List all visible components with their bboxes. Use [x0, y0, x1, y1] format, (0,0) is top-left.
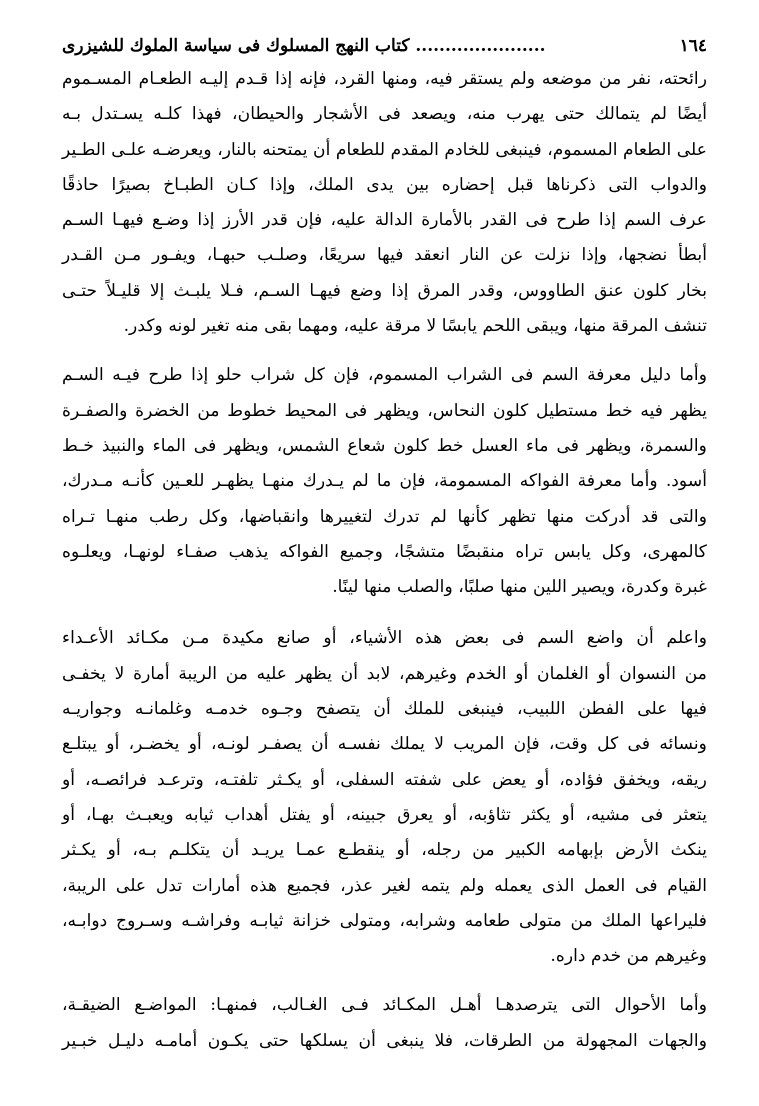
text-line: وأما الأحوال التى يترصدهـا أهـل المكـائد فـى الغـالب، فمنهـا: المواضـع الضيقـة،: [62, 995, 707, 1016]
text-line: تنشف المرقة منها، ويبقى اللحم يابسًا لا مرقة عليه، ومهما بقى منه تغير لونه وكدر.: [123, 316, 707, 337]
running-header: [62, 34, 707, 58]
text-line: يتعثر فى مشيه، أو يكثر تثاؤبه، أو يعرق جبينه، أو يفتل أهداب ثيابه ويعبـث بهـا، أو: [62, 804, 707, 825]
text-line: يظهر فيه خط مستطيل كلون النحاس، ويظهر فى المحيط خطوط من الخضرة والصفـرة: [62, 400, 707, 421]
text-line: واعلم أن واضع السم فى بعض هذه الأشياء، أو صانع مكيدة مـن مكـائد الأعـداء: [62, 628, 707, 649]
text-line: وغيرهم من خدم داره.: [550, 946, 707, 967]
text-line: والسمرة، ويظهر فى ماء العسل خط كلون شعاع الشمس، ويظهر فى الماء والنبيذ خـط: [62, 435, 707, 456]
text-line: والتى قد أدركت منها تظهر كأنها لم تدرك لتغييرها وانقباضها، وكل رطب منهـا تـراه: [62, 506, 707, 527]
text-line: وأما دليل معرفة السم فى الشراب المسموم، فإن كل شراب حلو إذا طرح فيـه السـم: [62, 365, 707, 386]
text-line: على الطعام المسموم، فينبغى للخادم المقدم للطعام أن يمتحنه بالنار، ويعرضـه علـى الطـير: [61, 139, 707, 160]
running-title: [62, 34, 546, 58]
body-text: [62, 62, 707, 1059]
text-line: والجهات المجهولة من الطرقات، فلا ينبغى أن يسلكها حتى يكـون أمامـه دليـل خبـير: [62, 1030, 707, 1051]
text-line: فيها على الفطن اللبيب، فينبغى للملك أن يتصفح وجـوه خدمـه وغلمانـه وجواريـه: [62, 699, 707, 720]
text-line: ينكث الأرض بإبهامه الكبير من رجله، أو ينقطـع عمـا يريـد أن يتكلـم بـه، أو يكـثر: [62, 840, 707, 861]
text-line: كالمهرى، وكل يابس تراه منقبضًا متشجًا، وجميع الفواكه يذهب صفـاء لونهـا، ويعلـوه: [62, 541, 707, 562]
paragraph: [62, 358, 707, 605]
paragraph-gap: [62, 974, 707, 988]
paragraph-gap: [62, 344, 707, 358]
paragraph: [62, 988, 707, 1059]
text-line: ونسائه فى كل وقت، فإن المريب لا يملك نفسـه أن يصفـر لونـه، أو يخضـر، أو يبتلـع: [62, 734, 707, 755]
text-line: رائحته، نفر من موضعه ولم يستقر فيه، ومنها القرد، فإنه إذا قـدم إليـه الطعـام المسـموم: [62, 69, 707, 89]
paragraph: [62, 621, 707, 974]
text-line: ريقه، ويخفق فؤاده، أو يعض على شفته السفلى، أو يكـثر تلفتـه، وترعـد فرائصـه، أو: [62, 769, 707, 790]
text-line: غبرة وكدرة، ويصير اللين منها صلبًا، والصلب منها لينًا.: [332, 577, 707, 598]
text-line: بخار كلون عنق الطاووس، وقدر المرق إذا وضع فيهـا السـم، فـلا يلبـث إلا قليـلاً حتـى: [62, 280, 707, 301]
text-line: أسود. وأما معرفة الفواكه المسمومة، فإن ما لم يـدرك منهـا يظهـر للعـين كأنـه مـدرك،: [62, 471, 707, 492]
text-line: فليراعها الملك من متولى طعامه وشرابه، ومتولى خزانة ثيابـه وفراشـه وسـروج دوابـه،: [62, 910, 707, 931]
text-line: القيام فى العمل الذى يعمله ولم يتمه لغير عذر، فجميع هذه أمارات تدل على الريبة،: [62, 875, 707, 896]
dot-leader: ......................: [415, 36, 546, 56]
book-title: كتاب النهج المسلوك فى سياسة الملوك للشيزرى: [62, 36, 410, 56]
page-number: ١٦٤: [679, 36, 707, 56]
text-line: من النسوان أو الغلمان أو الخدم وغيرهم، لابد أن يظهر عليه من الريبة أمارة لا يخفـى: [62, 663, 707, 684]
text-line: أبطأ نضجها، وإذا نزلت عن النار انعقد فيها سريعًا، وصلـب حبهـا، ويفـور مـن القـدر: [62, 245, 707, 266]
text-line: أيضًا لم يتمالك حتى يهرب منه، ويصعد فى الأشجار والحيطان، فهذا كلـه يسـتدل بـه: [62, 104, 707, 125]
paragraph: [62, 62, 707, 344]
text-line: عرف السم إذا طرح فى القدر بالأمارة الدالة عليه، فإن قدر الأرز إذا وضـع فيهـا السـم: [62, 210, 707, 231]
paragraph-gap: [62, 605, 707, 621]
text-line: والدواب التى ذكرناها قبل إحضاره بين يدى الملك، وإذا كـان الطبـاخ بصيرًا حاذقًا: [62, 174, 707, 195]
